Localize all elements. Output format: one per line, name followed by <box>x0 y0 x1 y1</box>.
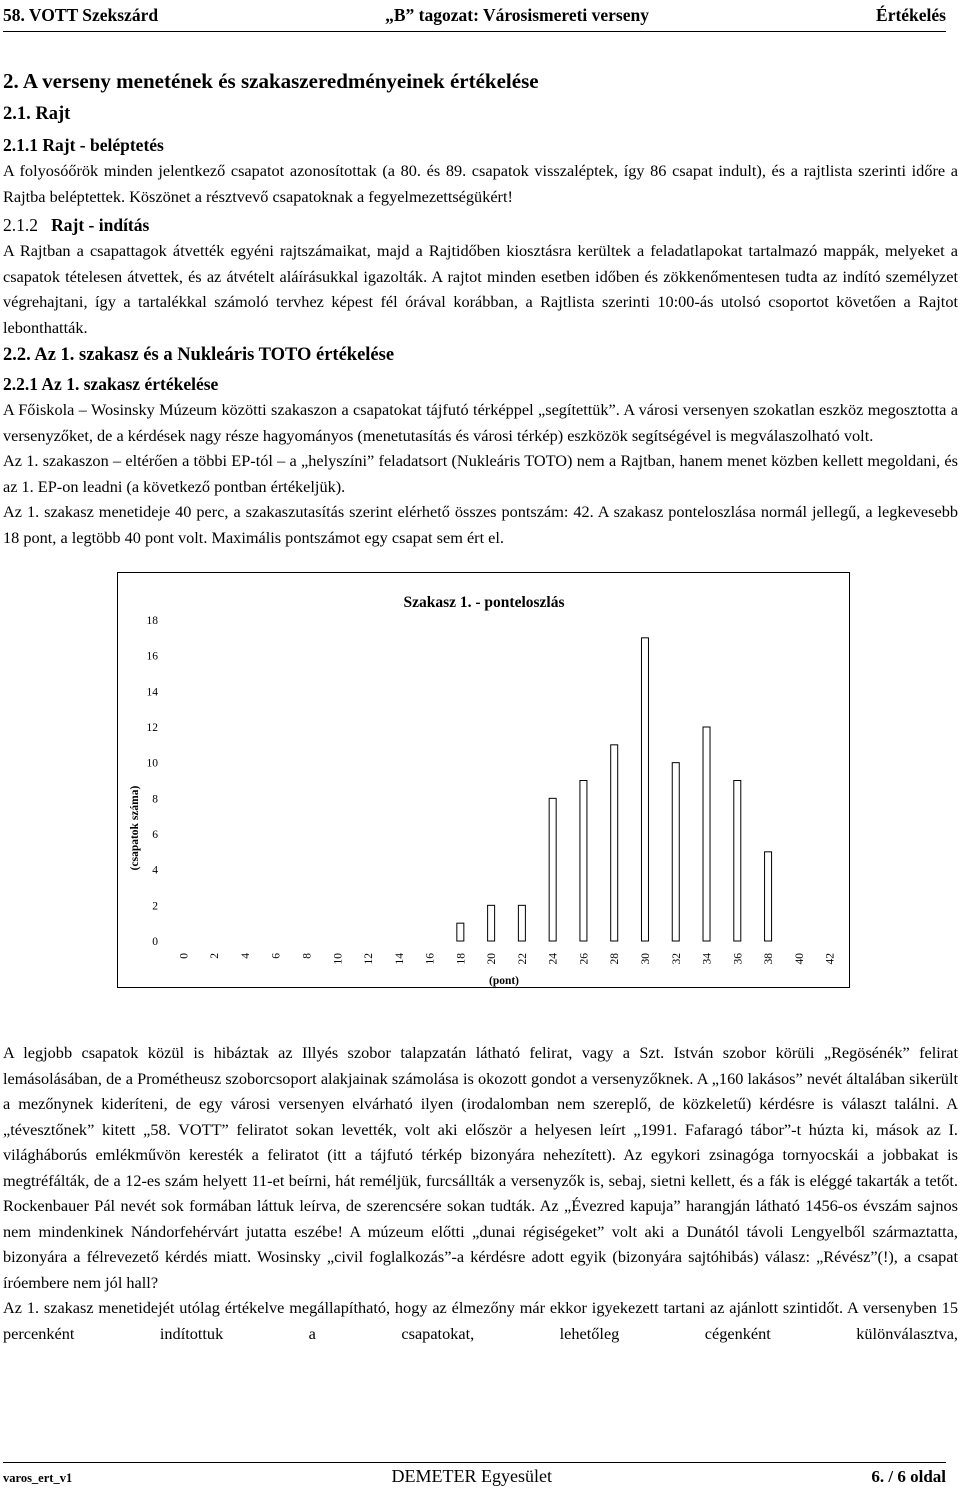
y-tick-label-0: 0 <box>152 936 158 948</box>
bar-36 <box>734 781 741 942</box>
y-tick-label-1: 2 <box>152 900 158 913</box>
bar-24 <box>549 798 556 941</box>
chart-canvas <box>118 573 851 989</box>
x-tick-label-22: 22 <box>516 953 529 965</box>
x-tick-label-0: 0 <box>178 953 191 959</box>
bar-34 <box>703 727 710 941</box>
bar-28 <box>611 745 618 941</box>
section-2-2-1-heading: 2.2.1 Az 1. szakasz értékelése <box>3 374 219 394</box>
y-tick-label-5: 10 <box>146 757 158 770</box>
bar-32 <box>672 763 679 941</box>
bar-20 <box>488 905 495 941</box>
footer-page-number: 6. / 6 oldal <box>871 1467 946 1486</box>
section-2-heading: 2. A verseny menetének és szakaszeredményeinek értékelése <box>3 69 539 93</box>
section-2-2-heading: 2.2. Az 1. szakasz és a Nukleáris TOTO értékelése <box>3 345 395 365</box>
bar-26 <box>580 781 587 942</box>
x-tick-label-38: 38 <box>763 953 776 965</box>
section-2-1-1-text: A folyosóőrök minden jelentkező csapatot azonosítottak (a 80. és 89. csapatok visszaléptek, így 86 csapat indult), és a rajtlista szerinti időre a Rajtba beléptettek. Köszönet a résztvevő csapatoknak a fegyelmezettségükért! <box>3 161 958 206</box>
x-tick-label-28: 28 <box>609 953 622 965</box>
footer-organization: DEMETER Egyesület <box>391 1466 553 1486</box>
x-tick-label-34: 34 <box>701 953 714 965</box>
paragraph-5: Az 1. szakasz menetidejét utólag értékelve megállapítható, hogy az élmezőny már ekkor igyekezett tartani az ajánlott szintidőt. A versenyben 15 percenként indítottuk a csapatokat, lehetőleg cégenként különválasztva, <box>3 1298 958 1343</box>
header-divider <box>3 31 946 32</box>
header-category: „B” tagozat: Városismereti verseny <box>385 5 649 25</box>
section-2-1-2-heading <box>3 213 958 238</box>
chart-y-axis-label: (csapatok száma) <box>129 785 141 871</box>
paragraph-3: Az 1. szakasz menetideje 40 perc, a szakaszutasítás szerint elérhető összes pontszám: 42. A szakasz ponteloszlása normál jellegű, a legkevesebb 18 pont, a legtöbb 40 pont volt. Maximális pontszámot egy csapat sem ért el. <box>3 502 958 547</box>
x-tick-label-32: 32 <box>670 953 683 965</box>
header-section: Értékelés <box>876 5 946 25</box>
bar-18 <box>457 923 464 941</box>
x-tick-label-24: 24 <box>547 953 560 965</box>
footer-divider <box>3 1462 946 1463</box>
bar-38 <box>765 852 772 941</box>
x-tick-label-42: 42 <box>824 953 837 965</box>
paragraph-4: A legjobb csapatok közül is hibáztak az Illyés szobor talapzatán látható felirat, vagy a Szt. István szobor körüli „Regösénék” felirat lemásolásában, de a Prométheusz szoborcsoport alakjainak számolása is okozott gondot a versenyzőknek. A „160 lakásos” nevét általában sikerült a mezőnynek kideríteni, de egy városi versenyen elvárható ilyen (irodalomban nem szereplő, de közkeletű) kérdésre is választ találni. A „tévesztőnek” kitett „58. VOTT” feliratot sokan levették, volt aki először a helyesen leírt „1991. Fafaragó tábor”-t húzta ki, mások az I. világháborús emlékművön keresték a feliratot (itt a tájfutó térkép bizonyára nehezített). Az egykori zsinagóga tornyocskái a jobbakat is megtréfálták, de a 12-es szám helyett 11-et beírni, hát reméljük, furcsállták a versenyzők is, sebaj, sietni kellett, és a fák is eléggé takarták a tetőt. Rockenbauer Pál nevét sok formában láttuk leírva, de szerencsére sokan tudták. Az „Évezred kapuja” harangján látható 1456-os évszám sajnos nem mindenkinek Nándorfehérvárt jutatta eszébe! A múzeum előtti „dunai régiségeket” volt aki a Dunától távoli Lengyelből származtatta, bizonyára a félrevezető kérdés miatt. Wosinsky „civil foglalkozás”-a kérdésre adott egyik (bizonyára sajtóhibás) válasz: „Révész”(!), a csapat íróembere nem jól hall? <box>3 1043 958 1292</box>
section-2-1-heading: 2.1. Rajt <box>3 104 71 124</box>
x-tick-label-4: 4 <box>239 953 252 959</box>
x-tick-label-40: 40 <box>793 953 806 965</box>
section-2-1-2-number: 2.1.2 <box>3 215 38 235</box>
x-tick-label-10: 10 <box>332 953 345 965</box>
x-tick-label-18: 18 <box>455 953 468 965</box>
document-body <box>3 38 958 1346</box>
x-tick-label-8: 8 <box>301 953 314 959</box>
x-tick-label-6: 6 <box>270 953 283 959</box>
section-2-1-2-title: Rajt - indítás <box>51 215 150 235</box>
y-tick-label-6: 12 <box>146 722 158 734</box>
chart-title: Szakasz 1. - ponteloszlás <box>403 594 565 611</box>
y-tick-label-2: 4 <box>152 864 158 877</box>
y-tick-label-4: 8 <box>152 793 158 806</box>
chart-x-axis-label: (pont) <box>488 975 520 987</box>
x-tick-label-16: 16 <box>424 953 437 965</box>
footer-file-id: varos_ert_v1 <box>3 1471 73 1485</box>
bar-30 <box>641 638 648 941</box>
score-distribution-chart <box>117 572 850 988</box>
x-tick-label-36: 36 <box>732 953 745 965</box>
y-tick-label-3: 6 <box>152 829 158 841</box>
x-tick-label-12: 12 <box>363 953 376 965</box>
x-tick-label-20: 20 <box>486 953 499 965</box>
bar-22 <box>518 905 525 941</box>
page-header <box>3 5 946 27</box>
section-2-1-2-text: A Rajtban a csapattagok átvették egyéni rajtszámaikat, majd a Rajtidőben kiosztásra kerültek a feladatlapokat tartalmazó mappák, melyeket a csapatok tételesen átvettek, és az átvételt aláírásukkal igazolták. A rajtot minden esetben időben és zökkenőmentesen tudta az indító személyzet végrehajtani, így a tartalékkal számoló tervhez képest fél órával korábban, a Rajtlista szerinti 10:00-ás utolsó csoportot követően a Rajtot lebonthatták. <box>3 241 958 337</box>
x-tick-label-30: 30 <box>639 953 652 965</box>
x-tick-label-14: 14 <box>393 953 406 965</box>
paragraph-2: Az 1. szakaszon – eltérően a többi EP-tól – a „helyszíni” feladatsort (Nukleáris TOTO) nem a Rajtban, hanem menet közben kellett megoldani, és az 1. EP-on leadni (a következő pontban értékeljük). <box>3 451 958 496</box>
section-2-1-1-heading: 2.1.1 Rajt - beléptetés <box>3 135 164 155</box>
header-event: 58. VOTT Szekszárd <box>3 5 159 25</box>
page-footer <box>3 1466 946 1488</box>
y-tick-label-8: 16 <box>146 650 158 663</box>
y-tick-label-7: 14 <box>146 686 158 699</box>
x-tick-label-26: 26 <box>578 953 591 965</box>
paragraph-1: A Főiskola – Wosinsky Múzeum közötti szakaszon a csapatokat tájfutó térképpel „segítettük”. A városi versenyen szokatlan eszköz megosztotta a versenyzőket, de a kérdések nagy része hagyományos (menetutasítás és városi térkép) eszközök segítségével is megválaszolható volt. <box>3 400 958 445</box>
x-tick-label-2: 2 <box>209 953 222 959</box>
y-tick-label-9: 18 <box>146 615 158 627</box>
